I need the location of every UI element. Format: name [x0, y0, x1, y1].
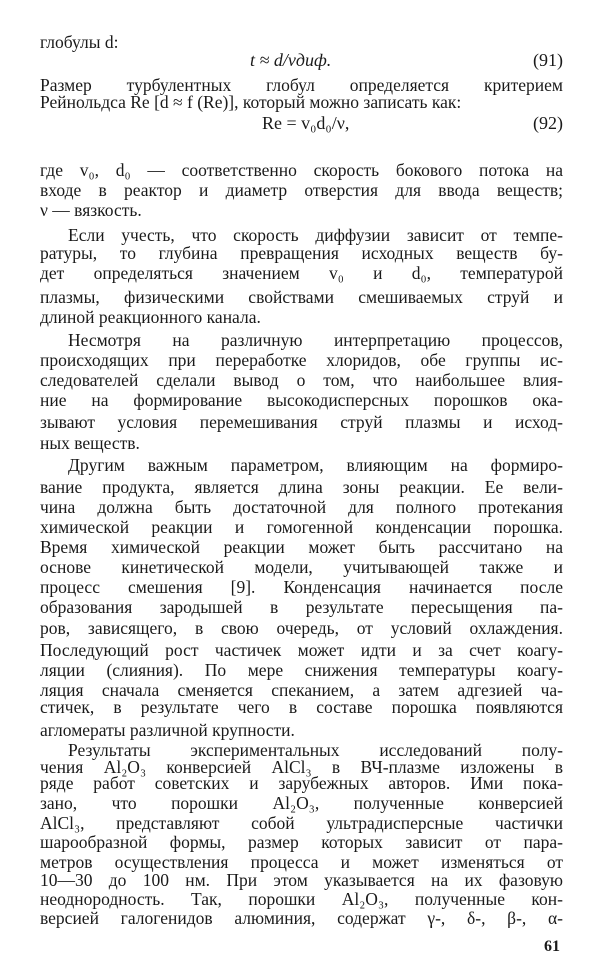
text-line: чина должна быть достаточной для полного протекания — [40, 497, 563, 517]
text-line: дет определяться значением v₀ и d₀, температурой — [40, 263, 563, 283]
text-line: длиной реакционного канала. — [40, 307, 261, 327]
text-line: зано, что порошки Al₂O₃, полученные конверсией — [40, 793, 563, 813]
text-line: метров осуществления процесса и может изменяться от — [40, 852, 563, 872]
text-line: Результаты экспериментальных исследований полу- — [68, 740, 563, 760]
equation-91: t ≈ d/vдиф. — [250, 50, 332, 70]
text-line: ляции (слияния). По мере снижения температуры коагу- — [40, 660, 563, 680]
text-line: следователей сделали вывод о том, что наибольшее влия- — [40, 370, 563, 390]
text-line: неоднородность. Так, порошки Al₂O₃, полученные кон- — [40, 889, 563, 909]
text-line: версией галогенидов алюминия, содержат γ-, δ-, β-, α- — [40, 908, 563, 928]
text-line: вание продукта, является длина зоны реакции. Ее вели- — [40, 477, 563, 497]
text-line: Если учесть, что скорость диффузии зависит от темпе- — [68, 225, 563, 245]
text-line: входе в реактор и диаметр отверстия для ввода веществ; — [40, 180, 563, 200]
text-line: происходящих при переработке хлоридов, обе группы ис- — [40, 350, 563, 370]
text-line: стичек, в результате чего в составе порошка появляются — [40, 697, 563, 717]
text-line: чения Al₂O₃ конверсией AlCl₃ в ВЧ-плазме изложены в — [40, 757, 563, 777]
text-line: Последующий рост частичек может идти и за счет коагу- — [40, 640, 563, 660]
text-line: ν — вязкость. — [40, 200, 142, 220]
text-line: шарообразной формы, размер которых зависит от пара- — [40, 832, 563, 852]
text-line: ратуры, то глубина превращения исходных веществ бу- — [40, 243, 563, 263]
text-line: процесс смешения [9]. Конденсация начинается после — [40, 577, 563, 597]
text-line: агломераты различной крупности. — [40, 720, 295, 740]
page-number: 61 — [544, 938, 560, 955]
text-line: Другим важным параметром, влияющим на формиро- — [68, 455, 563, 475]
text-line: 10—30 до 100 нм. При этом указывается на их фазовую — [40, 870, 563, 890]
text-line: ляция сначала сменяется спеканием, а затем адгезией ча- — [40, 680, 563, 700]
text-line: где v₀, d₀ — соответственно скорость бокового потока на — [40, 160, 563, 180]
text-line: Время химической реакции может быть рассчитано на — [40, 537, 563, 557]
text-line: Несмотря на различную интерпретацию процессов, — [68, 330, 563, 350]
text-line: химической реакции и гомогенной конденсации порошка. — [40, 517, 563, 537]
equation-92: Re = v₀d₀/ν, — [262, 113, 350, 133]
text-line: образования зародышей в результате пересыщения па- — [40, 597, 563, 617]
text-line: AlCl₃, представляют собой ультрадисперсные частички — [40, 813, 563, 833]
text-line: ряде работ советских и зарубежных авторов. Ими пока- — [40, 773, 563, 793]
equation-number-92: (92) — [533, 113, 563, 133]
text-line: ных веществ. — [40, 433, 140, 453]
text-line: плазмы, физическими свойствами смешиваемых струй и — [40, 287, 563, 307]
text-line: Рейнольдса Re [d ≈ f (Re)], который можно записать как: — [40, 92, 462, 112]
text-line: ние на формирование высокодисперсных порошков ока- — [40, 390, 563, 410]
text-line: глобулы d: — [40, 32, 119, 52]
text-line: Размер турбулентных глобул определяется критерием — [40, 75, 563, 95]
equation-number-91: (91) — [533, 50, 563, 70]
text-line: ров, зависящего, в свою очередь, от условий охлаждения. — [40, 618, 563, 638]
text-line: зывают условия перемешивания струй плазмы и исход- — [40, 412, 563, 432]
text-line: основе кинетической модели, учитывающей также и — [40, 557, 563, 577]
